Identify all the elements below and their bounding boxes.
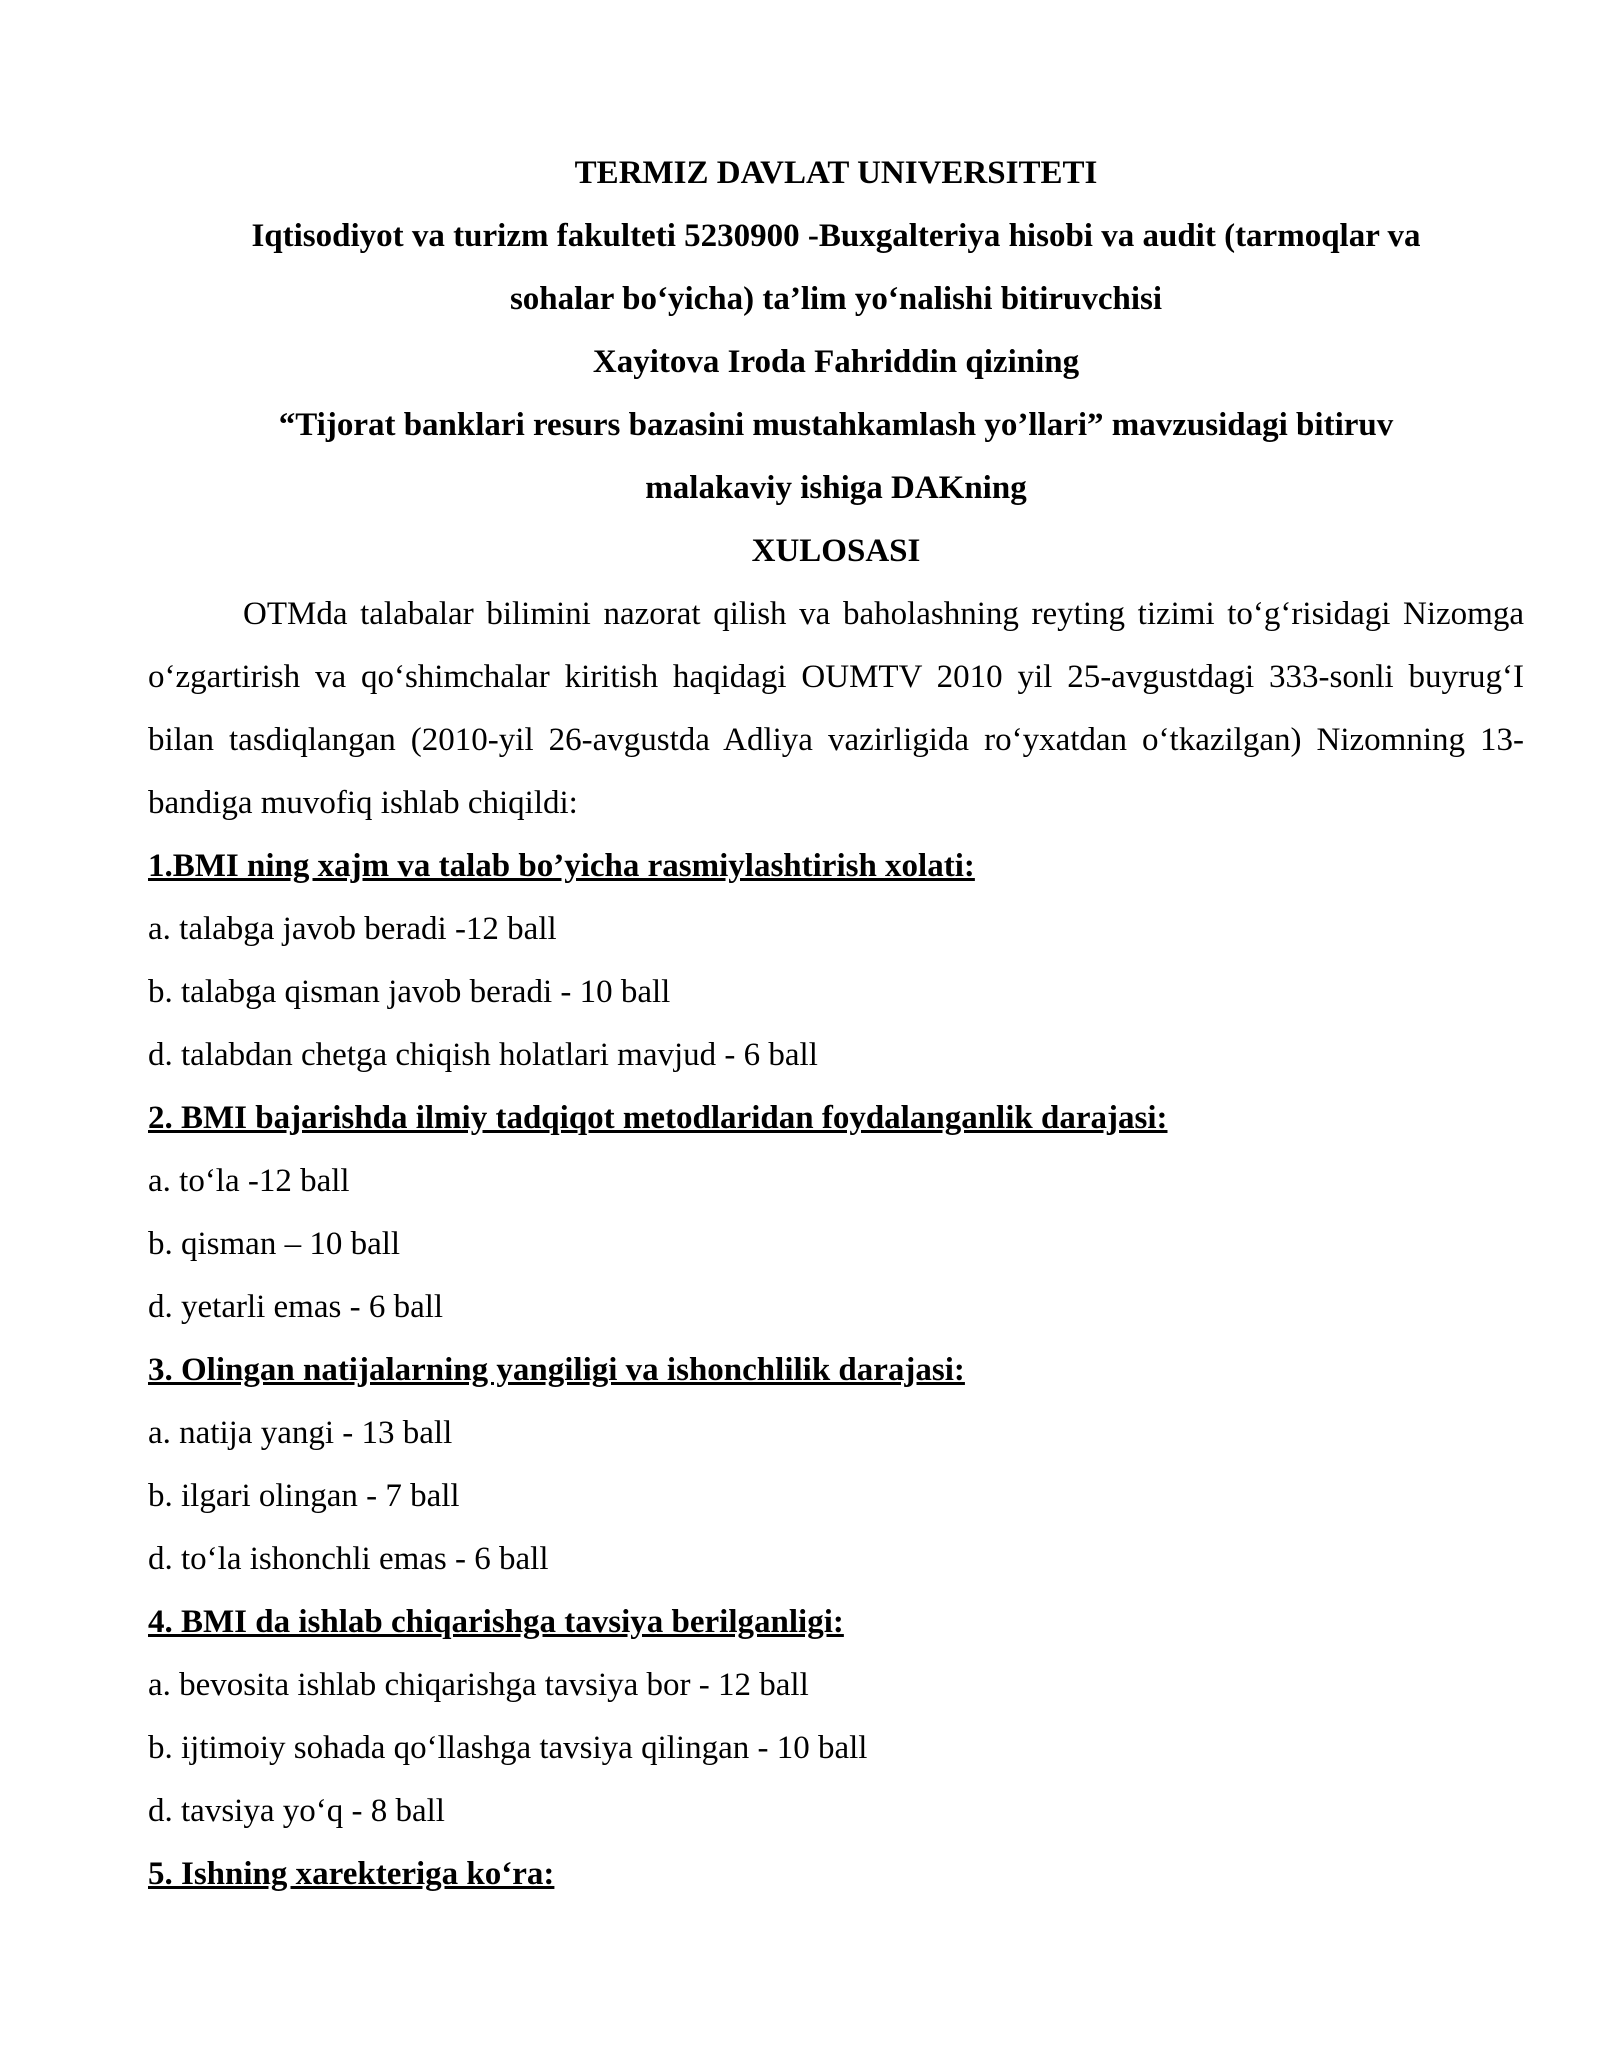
intro-paragraph: OTMda talabalar bilimini nazorat qilish va baholashning reyting tizimi to‘g‘risidagi Nizomga o‘zgartirish va qo‘shimchalar kiritish haqidagi OUMTV 2010 yil 25-avgustdagi 333-sonli buyrug‘I bilan tasdiqlangan (2010-yil 26-avgustda Adliya vazirligida ro‘yxatdan o‘tkazilgan) Nizomning 13-bandiga muvofiq ishlab chiqildi: — [148, 596, 1524, 821]
section-title: 4. BMI da ishlab chiqarishga tavsiya berilganligi: — [148, 1604, 844, 1640]
section-5 — [148, 1843, 1524, 1906]
list-item: a. to‘la -12 ball — [148, 1163, 350, 1199]
section-title: 5. Ishning xarekteriga ko‘ra: — [148, 1856, 555, 1892]
list-item: b. ilgari olingan - 7 ball — [148, 1478, 460, 1514]
list-item: d. to‘la ishonchli emas - 6 ball — [148, 1541, 549, 1577]
university-name: TERMIZ DAVLAT UNIVERSITETI — [574, 155, 1098, 191]
section-title: 3. Olingan natijalarning yangiligi va ishonchlilik darajasi: — [148, 1352, 965, 1388]
list-item: a. bevosita ishlab chiqarishga tavsiya bor - 12 ball — [148, 1667, 809, 1703]
faculty-line-2: sohalar bo‘yicha) ta’lim yo‘nalishi bitiruvchisi — [509, 281, 1163, 317]
document-page — [148, 142, 1524, 1906]
list-item: a. natija yangi - 13 ball — [148, 1415, 453, 1451]
section-title: 1.BMI ning xajm va talab bo’yicha rasmiylashtirish xolati: — [148, 848, 975, 884]
list-item: d. talabdan chetga chiqish holatlari mavjud - 6 ball — [148, 1037, 818, 1073]
section-4 — [148, 1591, 1524, 1843]
student-name: Xayitova Iroda Fahriddin qizining — [592, 344, 1080, 380]
list-item: a. talabga javob beradi -12 ball — [148, 911, 557, 947]
document-title: XULOSASI — [751, 533, 921, 569]
section-title: 2. BMI bajarishda ilmiy tadqiqot metodlaridan foydalanganlik darajasi: — [148, 1100, 1168, 1136]
list-item: b. qisman – 10 ball — [148, 1226, 401, 1262]
faculty-line-1: Iqtisodiyot va turizm fakulteti 5230900 -Buxgalteriya hisobi va audit (tarmoqlar va — [251, 218, 1421, 254]
list-item: b. ijtimoiy sohada qo‘llashga tavsiya qilingan - 10 ball — [148, 1730, 868, 1766]
list-item: d. tavsiya yo‘q - 8 ball — [148, 1793, 445, 1829]
list-item: b. talabga qisman javob beradi - 10 ball — [148, 974, 671, 1010]
list-item: d. yetarli emas - 6 ball — [148, 1289, 444, 1325]
section-3 — [148, 1339, 1524, 1591]
section-1 — [148, 835, 1524, 1087]
topic-line-2: malakaviy ishiga DAKning — [645, 470, 1027, 506]
section-2 — [148, 1087, 1524, 1339]
topic-line-1: “Tijorat banklari resurs bazasini mustahkamlash yo’llari” mavzusidagi bitiruv — [278, 407, 1394, 443]
